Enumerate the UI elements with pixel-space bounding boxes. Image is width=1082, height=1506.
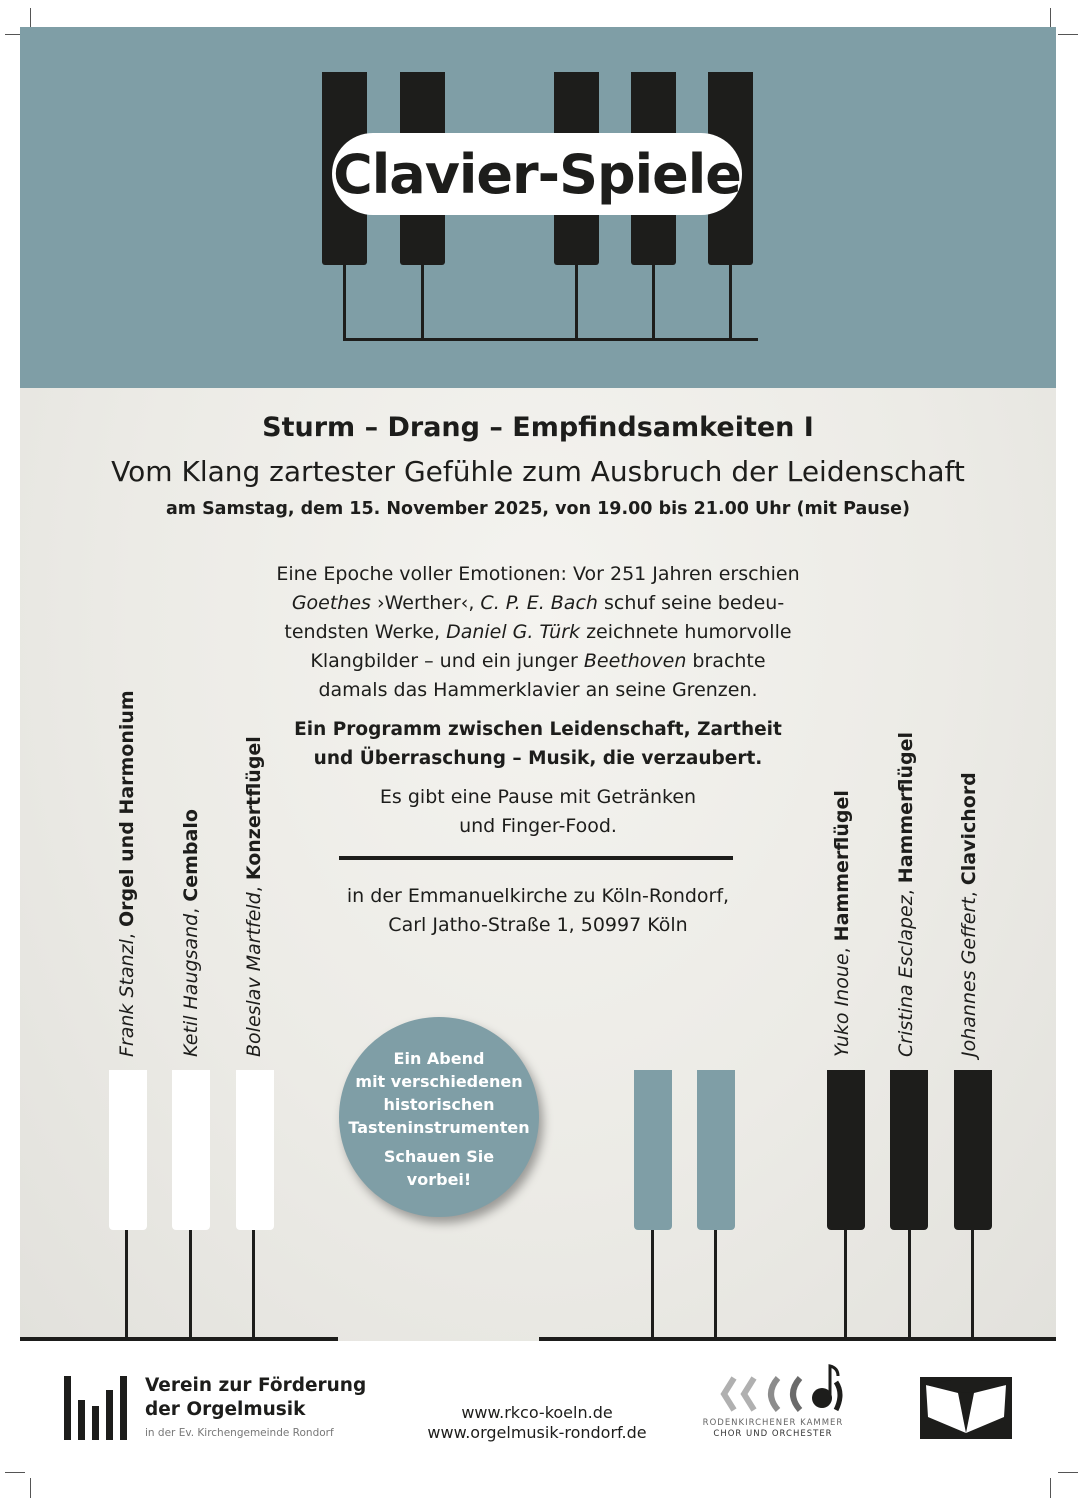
performer-label: Cristina Esclapez, Hammerflügel — [895, 732, 917, 1057]
performer-label: Frank Stanzl, Orgel und Harmonium — [116, 690, 138, 1057]
key-line — [908, 1230, 911, 1340]
crop-mark — [1050, 1478, 1051, 1498]
crop-mark — [1058, 1472, 1078, 1473]
description-line: Goethes ›Werther‹, C. P. E. Bach schuf seine bedeu- — [291, 592, 785, 614]
description-line: Eine Epoche voller Emotionen: Vor 251 Jahren erschien — [276, 563, 800, 585]
white-key — [236, 1070, 274, 1230]
header-key-baseline — [343, 338, 758, 341]
page-title: Clavier-Spiele — [333, 142, 741, 206]
program-highlight — [238, 715, 838, 773]
badge-cta: Schauen Sie vorbei! — [383, 1147, 495, 1189]
performer-label: Johannes Geffert, Clavichord — [958, 772, 980, 1057]
event-subtitle: Vom Klang zartester Gefühle zum Ausbruch der Leidenschaft — [111, 455, 965, 488]
header-key-line — [421, 265, 424, 341]
performer-label: Boleslav Martfeld, Konzertflügel — [243, 736, 265, 1057]
key-baseline-right — [539, 1337, 1056, 1341]
performer-label: Ketil Haugsand, Cembalo — [180, 809, 202, 1057]
event-date: am Samstag, dem 15. November 2025, von 19.00 bis 21.00 Uhr (mit Pause) — [165, 499, 911, 519]
title-pill — [332, 133, 742, 215]
crop-mark — [1050, 8, 1051, 28]
venue-line: Carl Jatho-Straße 1, 50997 Köln — [388, 914, 688, 936]
verein-subtitle: in der Ev. Kirchengemeinde Rondorf — [145, 1427, 334, 1439]
highlight-line: und Überraschung – Musik, die verzaubert. — [313, 748, 763, 769]
description-line: damals das Hammerklavier an seine Grenzen. — [318, 679, 758, 701]
key-line — [189, 1230, 192, 1340]
badge-text: Ein Abend mit verschiedenen historischen Tasteninstrumenten — [348, 1049, 530, 1137]
black-key — [827, 1070, 865, 1230]
key-line — [252, 1230, 255, 1340]
black-key — [890, 1070, 928, 1230]
key-line — [125, 1230, 128, 1340]
description — [238, 560, 838, 705]
description-line: Klangbilder – und ein junger Beethoven brachte — [310, 650, 766, 672]
key-line — [844, 1230, 847, 1340]
event-title: Sturm – Drang – Empfindsamkeiten I — [262, 412, 814, 443]
key-line — [651, 1230, 654, 1340]
white-key — [172, 1070, 210, 1230]
website-link[interactable]: www.orgelmusik-rondorf.de — [427, 1423, 647, 1442]
rkco-logo-icon — [720, 1360, 846, 1416]
venue-line: in der Emmanuelkirche zu Köln-Rondorf, — [346, 885, 730, 907]
church-logo-icon — [920, 1377, 1012, 1439]
pause-info — [238, 783, 838, 841]
key-line — [971, 1230, 974, 1340]
crop-mark — [5, 1472, 25, 1473]
white-key — [109, 1070, 147, 1230]
verein-name: der Orgelmusik — [145, 1399, 306, 1420]
header-key-line — [729, 265, 732, 341]
header-band — [20, 27, 1056, 388]
crop-mark — [30, 1478, 31, 1498]
rkco-name: CHOR UND ORCHESTER — [713, 1429, 833, 1439]
verein-name: Verein zur Förderung — [145, 1375, 367, 1396]
header-key-line — [575, 265, 578, 341]
description-line: tendsten Werke, Daniel G. Türk zeichnete humorvolle — [284, 621, 792, 643]
header-key-line — [343, 265, 346, 341]
venue — [238, 882, 838, 940]
performer-label: Yuko Inoue, Hammerflügel — [831, 790, 853, 1057]
crop-mark — [30, 8, 31, 28]
verein-logo-icon — [64, 1376, 134, 1440]
blue-key — [697, 1070, 735, 1230]
black-key — [954, 1070, 992, 1230]
header-key-line — [652, 265, 655, 341]
crop-mark — [1058, 34, 1078, 35]
pause-line: und Finger-Food. — [459, 815, 617, 837]
key-baseline-left — [20, 1337, 338, 1341]
blue-key — [634, 1070, 672, 1230]
divider — [339, 856, 733, 860]
highlight-line: Ein Programm zwischen Leidenschaft, Zartheit — [294, 719, 782, 740]
poster — [20, 27, 1056, 1341]
website-link[interactable]: www.rkco-koeln.de — [461, 1403, 613, 1422]
pause-line: Es gibt eine Pause mit Getränken — [379, 786, 697, 808]
key-line — [714, 1230, 717, 1340]
info-badge — [339, 1017, 539, 1217]
rkco-name: RODENKIRCHENER KAMMER — [702, 1418, 844, 1428]
